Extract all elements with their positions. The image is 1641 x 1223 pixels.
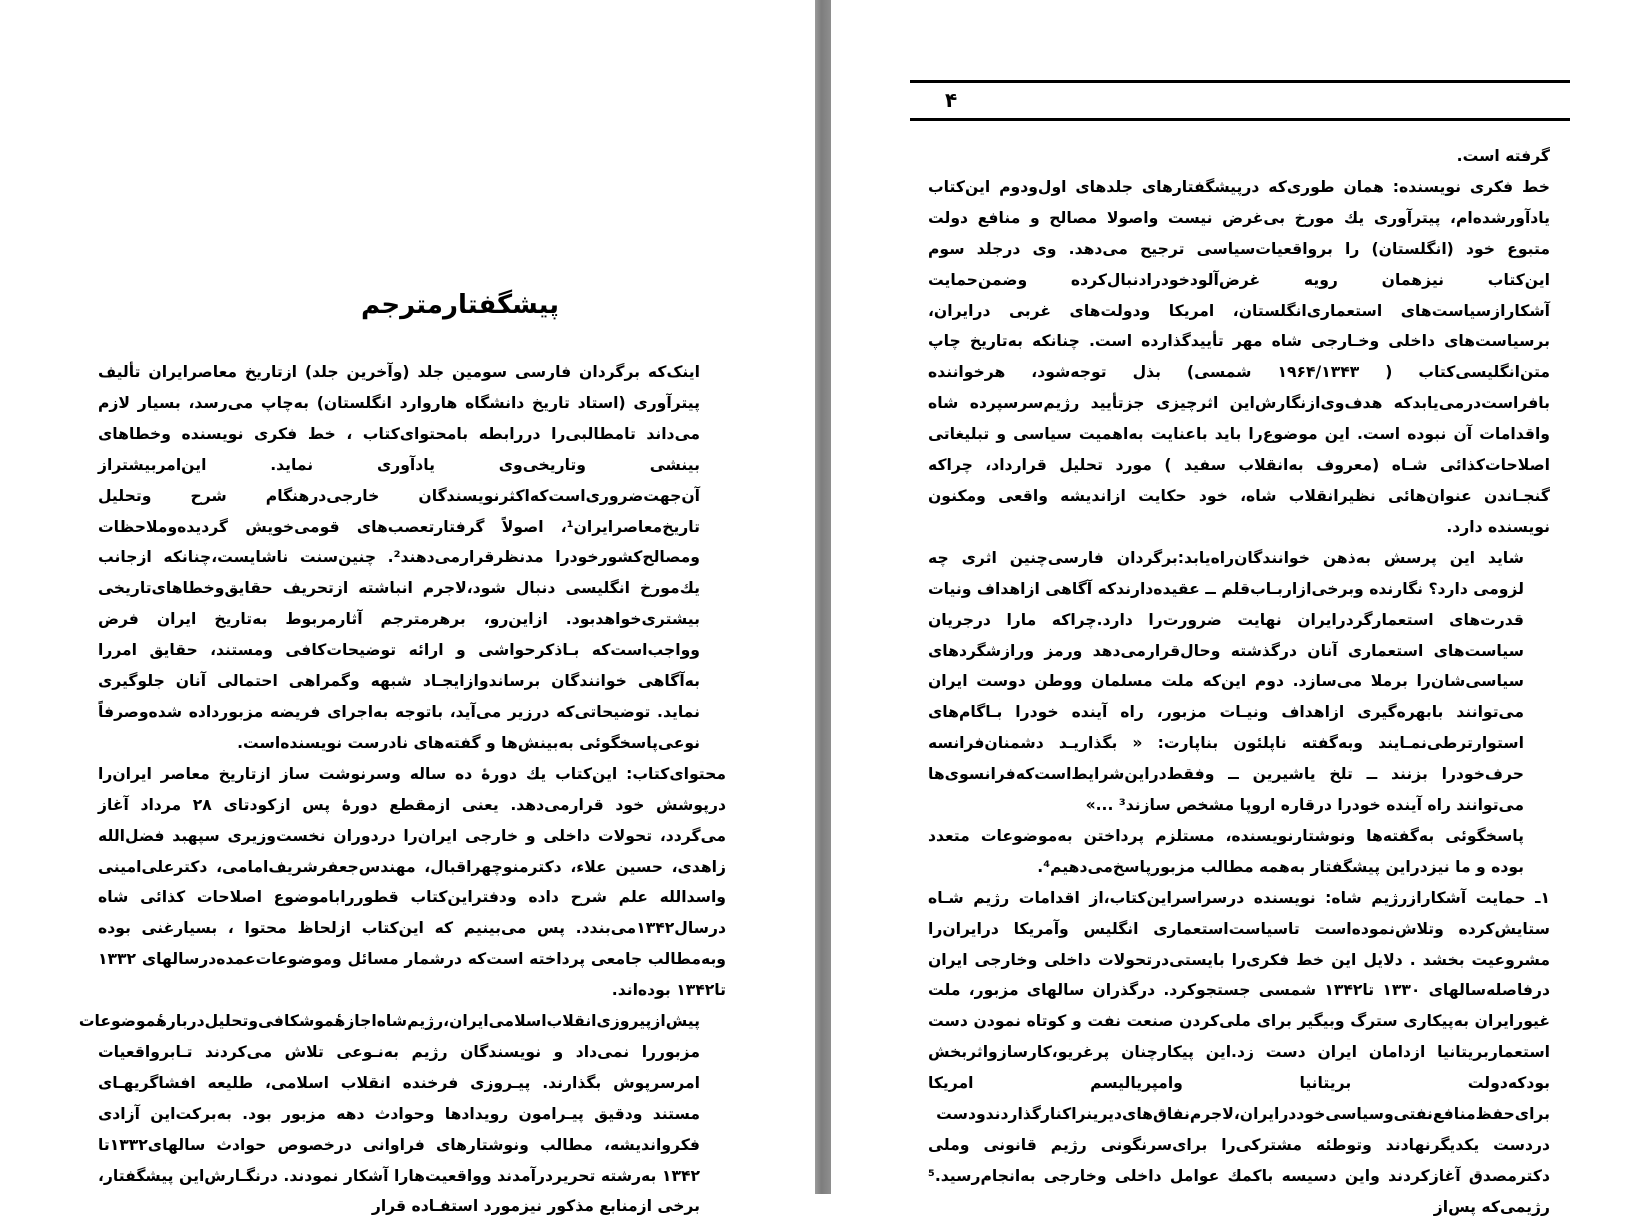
paragraph: شاید این پرسش به‌ذهن خوانندگان‌راه‌یابد:برگردان فارسی‌چنین اثری چه لزومی دارد؟ نگارنده وبرخی‌ازاربـاب‌قلم ــ عقیده‌دارندکه آگاهی ازاهداف ونیات قدرت‌های استعمارگردرایران نهایت ضرورت‌را دارد.چراکه مارا درجریان سیاست‌های استعماری آنان درگذشته وحال‌قرارمی‌دهد ورمز ورازشگردهای سیاسی‌شان‌را برملا می‌سازد. دوم این‌که ملت مسلمان ووطن دوست ایران می‌توانند بابهره‌گیری ازاهداف ونیـات مزبور، راه آینده خودرا بـاگام‌های استوارترطی‌نمـایند وبه‌گفته ناپلئون بناپارت: « بگذاریـد دشمنان‌فرانسه حرف‌خودرا بزنند ــ تلخ یاشیرین ــ وفقط‌دراین‌شرایط‌است‌که‌فرانسوی‌ها می‌توانند راه آینده خودرا درقاره اروپا مشخص سازند³ ...» (928, 548, 1524, 815)
paragraph: پیش‌ازپیروزی‌انقلاب‌اسلامی‌ایران،رژیم‌شاه‌اجازهٔموشکافی‌وتحلیل‌دربارهٔموضوعات مزبوررا نمی‌داد و نویسندگان رژیم به‌نـوعی تلاش می‌کردند تـابرواقعیات امرسرپوش بگذارند. پیـروزی فرخنده انقلاب اسلامی، طلیعه افشاگریهـای مستند ودقیق پیـرامون رویدادها وحوادث دهه مزبور بود. به‌برکت‌این آزادی فکرواندیشه، مطالب ونوشتارهای فراوانی درخصوص حوادث سالهای۱۳۳۲تا ۱۳۴۲ به‌رشته تحریردرآمدند وواقعیت‌هارا آشکار نمودند. درنگـارش‌این پیشگفتار، برخی ازمنابع مذکور نیزمورد استفـاده قرار (78, 1012, 700, 1216)
page-number: ۴ (945, 88, 958, 112)
paragraph: خط فکری نویسنده: همان طوری‌که درپیشگفتارهای جلدهای اول‌ودوم این‌کتاب یادآورشده‌ام، پیترآوری یك مورخ بی‌غرض نیست واصولا مصالح و منافع دولت متبوع خود (انگلستان) را برواقعیات‌سیاسی ترجیح می‌دهد. وی درجلد سوم این‌کتاب نیزهمان رویه غرض‌آلودخودرادنبال‌کرده وضمن‌حمایت آشکارازسیاست‌های استعماری‌انگلستان، امریکا ودولت‌های غربی درایران، برسیاست‌های داخلی وخـارجی شاه مهر تأییدگذارده است. چنانکه به‌تاریخ چاپ متن‌انگلیسی‌کتاب ( ۱۹۶۴/۱۳۴۳ شمسی) بذل توجه‌شود، هرخواننده بافراست‌درمی‌یابدکه هدف‌وی‌ازنگارش‌این اثرچیزی جزتأیید رژیم‌سرسپرده شاه واقدامات آن نبوده است. این موضوع‌را باید باعنایت به‌اهمیت سیاسی و تبلیغاتی اصلاحات‌کذائی شـاه (معروف به‌انقلاب سفید ) مورد تحلیل قرارداد، چراکه گنجـاندن عنوان‌هائی نظیرانقلاب شاه، خود حکایت ازاندیشه واقعی ومکنون نویسنده دارد. (928, 177, 1551, 536)
book-gutter (815, 0, 831, 1194)
paragraph: گرفته است. (1456, 147, 1550, 165)
paragraph: اینک‌که برگردان فارسی سومین جلد (وآخرین جلد) ازتاریخ معاصرایران تألیف پیترآوری (استاد تاریخ دانشگاه هاروارد انگلستان) به‌چاپ می‌رسد، بسیار لازم می‌داند تامطالبی‌را دررابطه بامحتوای‌کتاب ، خط فکری نویسنده وخطاهای بینشی وتاریخی‌وی یادآوری نماید. این‌امربیشتراز آن‌جهت‌ضروری‌است‌که‌اکثرنویسندگان خارجی‌درهنگام شرح وتحلیل تاریخ‌معاصرایران¹، اصولاً گرفتارتعصب‌های قومی‌خویش گردیده‌وملاحظات ومصالح‌کشورخودرا مدنظرقرارمی‌دهند². چنین‌سنت ناشایست،چنانکه ازجانب یك‌مورخ انگلیسی دنبال شود،لاجرم انباشته ازتحریف حقایق‌وخطاهای‌تاریخی بیشتری‌خواهدبود. ازاین‌رو، برهرمترجم آثارمربوط به‌تاریخ ایران فرض وواجب‌است‌که بـاذکرحواشی و ارائه توضیحات‌کافی ومستند، حقایق امررا به‌آگاهی خوانندگان برساندوازایجـاد شبهه وگمراهی احتمالی آنان جلوگیری نماید. توضیحاتی‌که درزیر می‌آید، باتوجه به‌اجرای فریضه مزبورداده شده‌وصرفاً نوعی‌پاسخگوئی به‌بینش‌ها و گفته‌های نادرست نویسنده‌است. (98, 363, 701, 752)
left-page (0, 0, 815, 1216)
left-text-column (78, 357, 726, 1222)
header-rule-top (910, 80, 1570, 83)
header-rule-bottom (910, 118, 1570, 121)
page-title: پیشگفتارمترجم (360, 290, 560, 320)
paragraph: محتوای‌کتاب: این‌کتاب یك دورهٔ ده ساله وسرنوشت ساز ازتاریخ معاصر ایران‌را درپوشش خود قرارمی‌دهد. یعنی ازمقطع دورهٔ پس ازکودتای ۲۸ مرداد آغاز می‌گردد، تحولات داخلی و خارجی ایران‌را دردوران نخست‌وزیری سپهبد فضل‌الله زاهدی، حسین علاء، دکترمنوچهراقبال، مهندس‌جعفرشریف‌امامی، دکترعلی‌امینی واسدالله علم شرح داده ودفتراین‌کتاب قطوررابا‌موضوع اصلاحات کذائی شاه درسال۱۳۴۲می‌بندد. پس می‌بینیم که این‌کتاب ازلحاظ محتوا ، بسیارغنی بوده وبه‌مطالب جامعی پرداخته است‌که درشمار مسائل وموضوعات‌عمده‌درسالهای ۱۳۳۲ تا۱۳۴۲ بوده‌اند. (98, 764, 726, 1000)
paragraph: پاسخگوئی به‌گفته‌ها ونوشتارنویسنده، مستلزم پرداختن به‌موضوعات متعدد بوده و ما نیزدراین پیشگفتار به‌همه مطالب مزبورپاسخ‌می‌دهیم⁴. (928, 826, 1524, 876)
right-text-column (928, 141, 1550, 1223)
paragraph: ۱ـ حمایت آشکارازرژیم شاه: نویسنده درسراسراین‌کتاب،از اقدامات رژیم شـاه ستایش‌کرده وتلاش‌نموده‌است تاسیاست‌استعماری انگلیس وآمریکا درایران‌را مشروعیت بخشد . دلایل این خط فکری‌را بایستی‌درتحولات داخلی وخارجی ایران درفاصله‌سالهای ۱۳۳۰ تا۱۳۴۲ شمسی جستجوکرد. درگذران سالهای مزبور، ملت غیورایران به‌پیکاری سترگ وبیگیر برای ملی‌کردن صنعت نفت و کوتاه نمودن دست استعماربریتانیا ازدامان ایران دست زد.این پیکارچنان پرغریو،کارسازواثربخش بودکه‌دولت بریتانیا وامپریالیسم امریکا برای‌حفظ‌منافع‌نفتی‌وسیاسی‌خوددرایران،لاجرم‌نفاق‌های‌دیرینرا‌کنارگذاردند‌ودست دردست یکدیگرنهادند وتوطئه مشترکی‌را برای‌سرنگونی رژیم قانونی وملی دکترمصدق آغازکردند واین دسیسه باکمك عوامل داخلی وخارجی به‌انجام‌رسید.⁵ رژیمی‌که پس‌از (928, 888, 1550, 1216)
